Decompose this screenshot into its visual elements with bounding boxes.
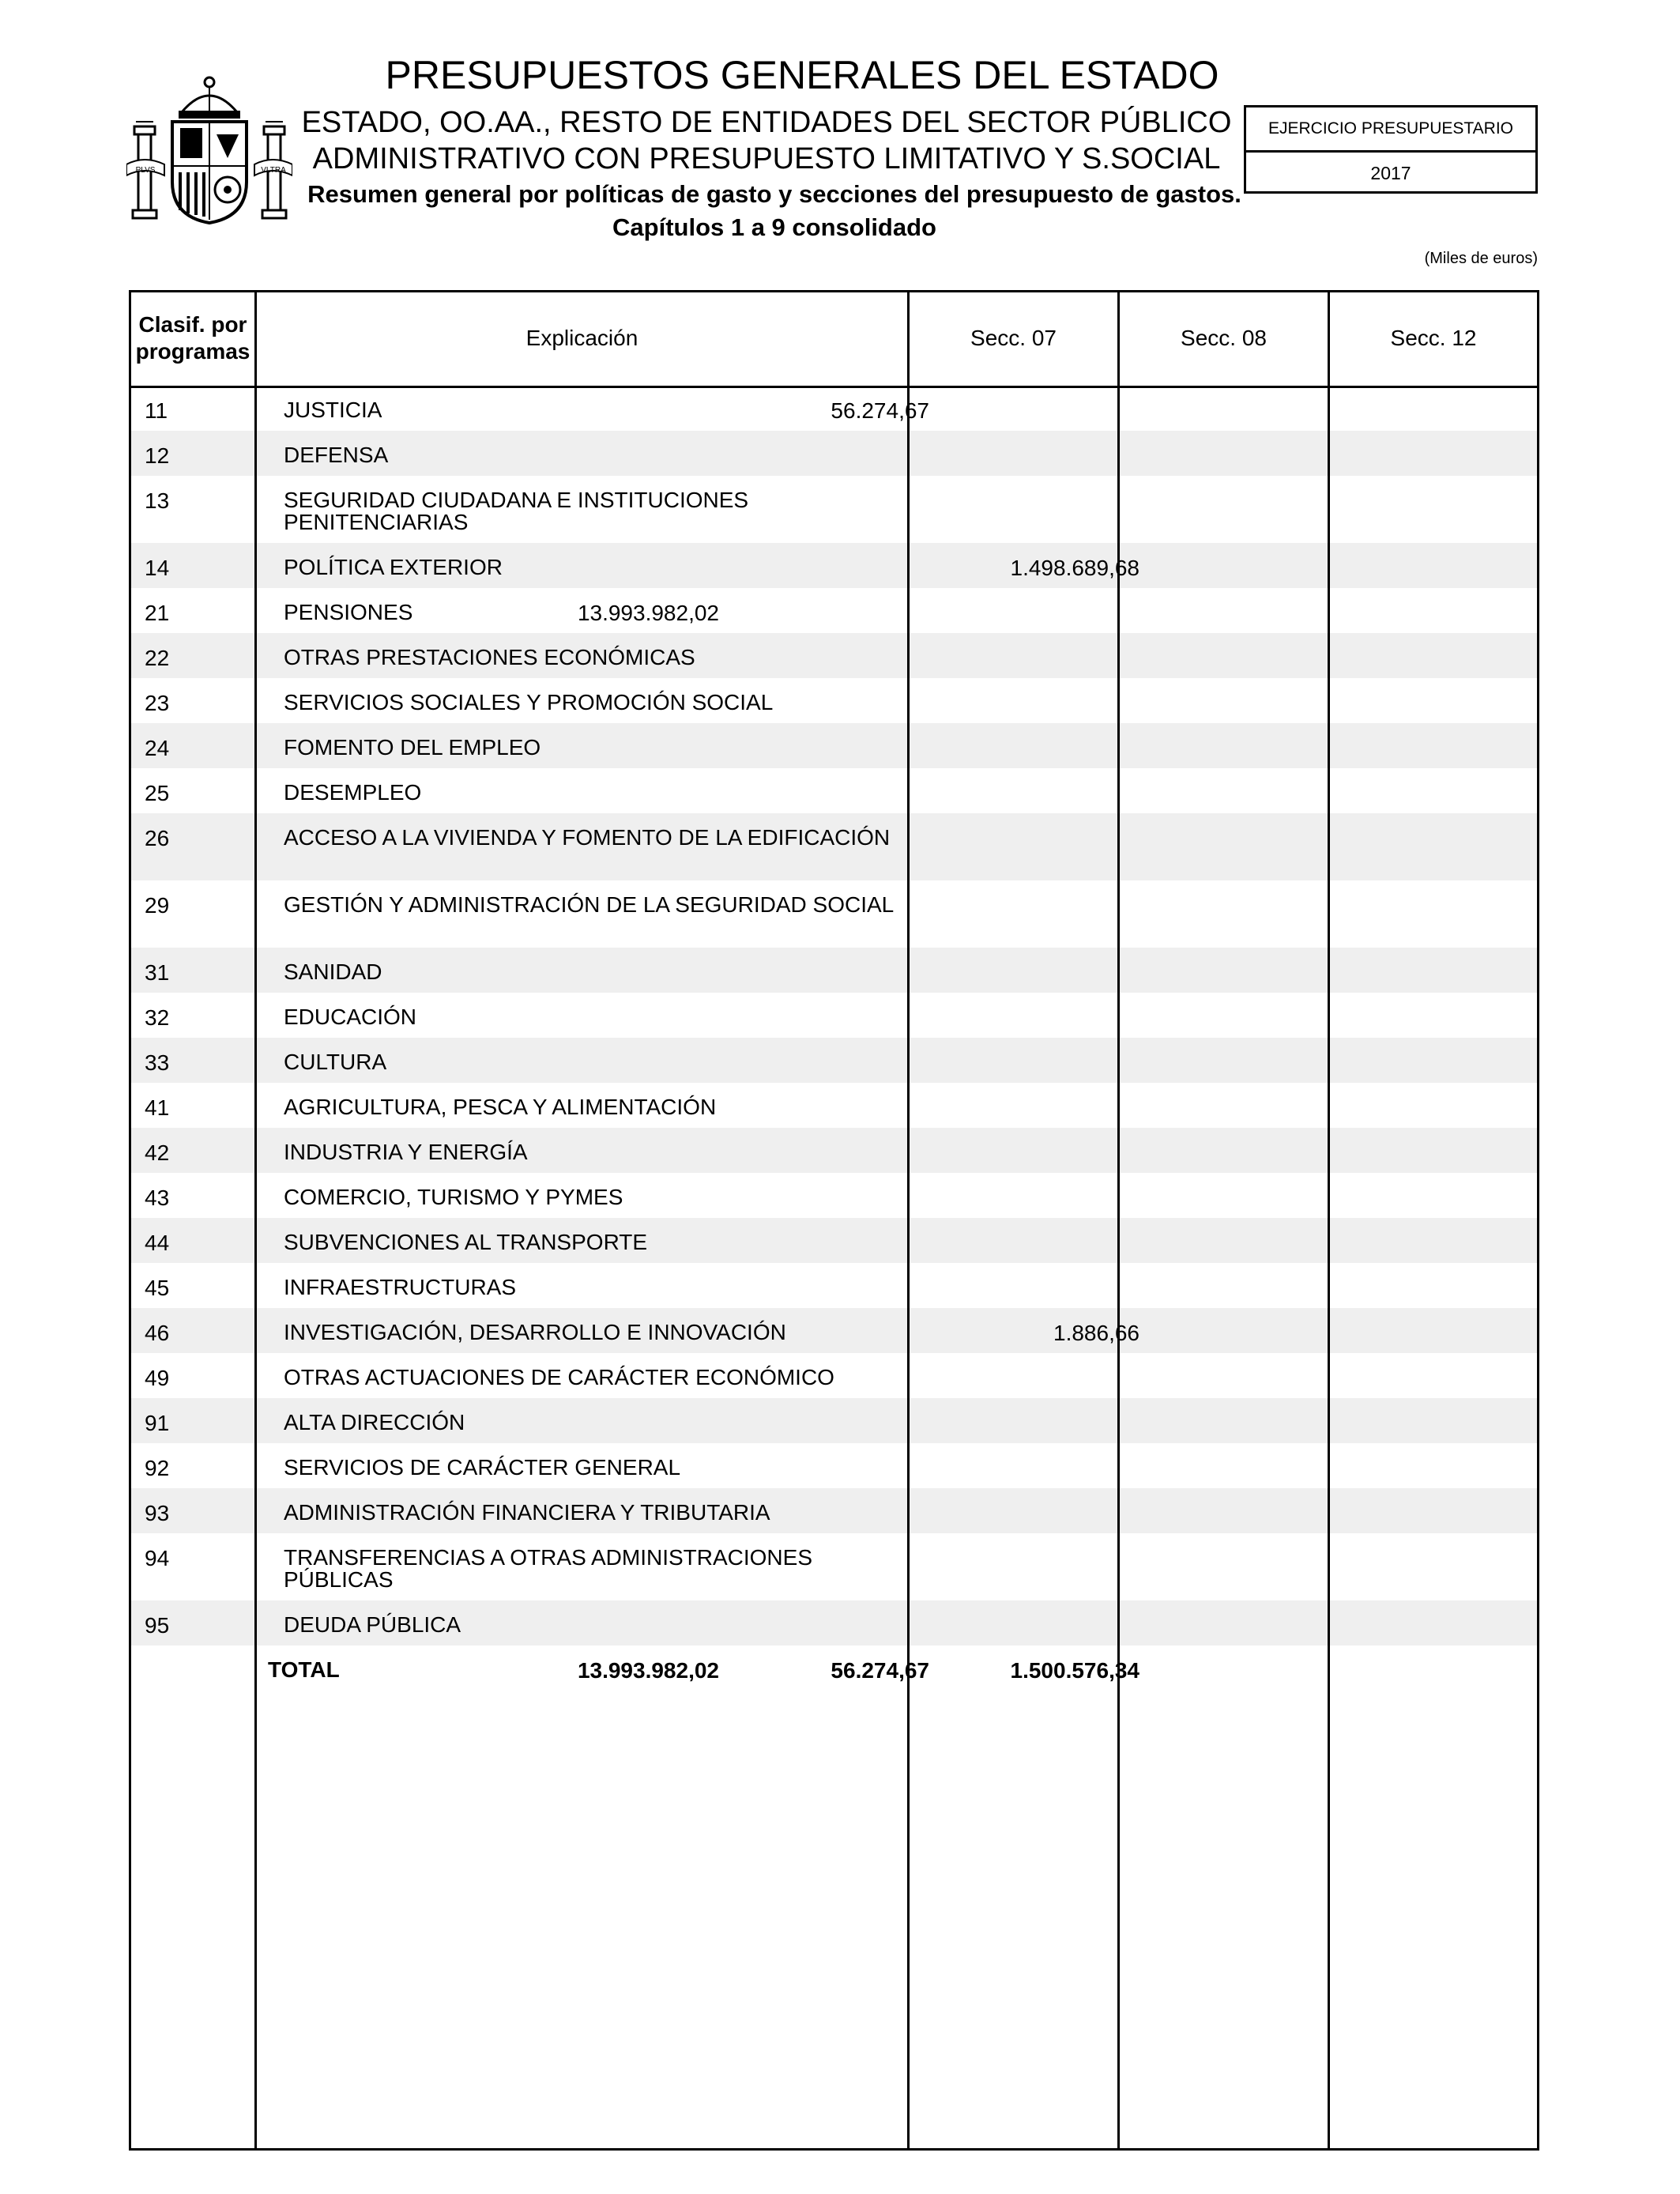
table-row	[131, 1443, 1537, 1488]
row-explanation: CULTURA	[284, 1050, 387, 1074]
column-header-explanation: Explicación	[525, 325, 638, 350]
table-row	[131, 1083, 1537, 1128]
document-description-line2: Capítulos 1 a 9 consolidado	[612, 213, 936, 241]
table-row	[131, 723, 1537, 768]
table-row	[131, 543, 1537, 588]
row-explanation: JUSTICIA	[284, 398, 382, 422]
table-row	[131, 633, 1537, 678]
row-code: 32	[145, 1005, 170, 1030]
row-code: 29	[145, 893, 170, 918]
document-title: PRESUPUESTOS GENERALES DEL ESTADO	[385, 53, 1219, 97]
table-row	[131, 588, 1537, 633]
row-explanation: INVESTIGACIÓN, DESARROLLO E INNOVACIÓN	[284, 1320, 786, 1344]
row-explanation: ALTA DIRECCIÓN	[284, 1410, 465, 1434]
table-row	[131, 993, 1537, 1038]
row-explanation: SANIDAD	[284, 959, 382, 984]
row-explanation: SERVICIOS DE CARÁCTER GENERAL	[284, 1455, 681, 1480]
row-code: 25	[145, 781, 170, 805]
row-code: 31	[145, 960, 170, 985]
total-secc-07: 13.993.982,02	[577, 1658, 719, 1683]
row-code: 42	[145, 1140, 170, 1165]
table-row	[131, 880, 1537, 948]
row-explanation: AGRICULTURA, PESCA Y ALIMENTACIÓN	[284, 1095, 717, 1119]
table-row	[131, 476, 1537, 543]
table-row	[131, 1488, 1537, 1533]
row-code: 26	[145, 826, 170, 850]
motto-left: PLVS	[135, 166, 156, 175]
row-code: 49	[145, 1366, 170, 1390]
row-secc-12-value: 1.886,66	[1053, 1321, 1139, 1345]
row-explanation: TRANSFERENCIAS A OTRAS ADMINISTRACIONES PÚBLICAS	[284, 1545, 813, 1592]
row-code: 11	[145, 398, 168, 423]
coat-of-arms-logo	[126, 71, 292, 229]
table-row	[131, 386, 1537, 431]
row-explanation: SUBVENCIONES AL TRANSPORTE	[284, 1230, 648, 1254]
row-code: 21	[145, 601, 170, 625]
row-code: 12	[145, 443, 170, 468]
row-code: 13	[145, 488, 170, 513]
table-row	[131, 813, 1537, 880]
row-explanation: INDUSTRIA Y ENERGÍA	[284, 1140, 528, 1164]
row-code: 33	[145, 1050, 170, 1075]
row-code: 45	[145, 1276, 170, 1300]
row-explanation: DEUDA PÚBLICA	[284, 1612, 461, 1637]
table-row	[131, 1038, 1537, 1083]
table-row	[131, 1128, 1537, 1173]
total-secc-12: 1.500.576,34	[1010, 1658, 1139, 1683]
total-secc-08: 56.274,67	[831, 1658, 929, 1683]
row-secc-08-value: 56.274,67	[831, 398, 929, 423]
document-subtitle-line1: ESTADO, OO.AA., RESTO DE ENTIDADES DEL SECTOR PÚBLICO	[301, 106, 1232, 139]
total-row	[131, 1646, 1537, 1691]
row-explanation: INFRAESTRUCTURAS	[284, 1275, 517, 1299]
row-explanation: COMERCIO, TURISMO Y PYMES	[284, 1185, 623, 1209]
row-code: 44	[145, 1231, 170, 1255]
row-explanation: EDUCACIÓN	[284, 1005, 417, 1029]
row-code: 41	[145, 1095, 170, 1120]
table-row	[131, 1173, 1537, 1218]
row-explanation: ADMINISTRACIÓN FINANCIERA Y TRIBUTARIA	[284, 1500, 770, 1525]
table-row	[131, 1398, 1537, 1443]
row-secc-07-value: 13.993.982,02	[577, 601, 719, 625]
table-row	[131, 1533, 1537, 1600]
column-header-secc-07: Secc. 07	[970, 325, 1057, 350]
table-row	[131, 1308, 1537, 1353]
row-code: 22	[145, 646, 170, 670]
row-explanation: POLÍTICA EXTERIOR	[284, 555, 503, 579]
row-code: 23	[145, 691, 170, 715]
table-row	[131, 1218, 1537, 1263]
column-divider	[1117, 292, 1120, 2148]
column-header-secc-08: Secc. 08	[1181, 325, 1267, 350]
column-divider	[254, 292, 257, 2148]
column-divider	[1328, 292, 1330, 2148]
row-explanation: GESTIÓN Y ADMINISTRACIÓN DE LA SEGURIDAD SOCIAL	[284, 892, 895, 917]
row-code: 92	[145, 1456, 170, 1480]
row-explanation: DEFENSA	[284, 443, 389, 467]
column-header-classification: Clasif. por programas	[135, 311, 250, 364]
exercise-label: EJERCICIO PRESUPUESTARIO	[1246, 107, 1535, 153]
table-row	[131, 1600, 1537, 1646]
row-explanation: DESEMPLEO	[284, 780, 422, 805]
table-row	[131, 768, 1537, 813]
table-row	[131, 678, 1537, 723]
row-code: 43	[145, 1186, 170, 1210]
row-code: 46	[145, 1321, 170, 1345]
row-explanation: PENSIONES	[284, 600, 413, 624]
row-code: 24	[145, 736, 170, 760]
row-explanation: FOMENTO DEL EMPLEO	[284, 735, 541, 760]
row-explanation: SERVICIOS SOCIALES Y PROMOCIÓN SOCIAL	[284, 690, 774, 714]
row-explanation: SEGURIDAD CIUDADANA E INSTITUCIONES PENITENCIARIAS	[284, 488, 749, 534]
document-subtitle-line2: ADMINISTRATIVO CON PRESUPUESTO LIMITATIVO Y S.SOCIAL	[312, 142, 1221, 175]
units-note: (Miles de euros)	[1424, 250, 1538, 267]
exercise-box	[1244, 105, 1538, 194]
motto-right: VLTRA	[261, 166, 286, 175]
table-header	[131, 292, 1537, 388]
column-divider	[907, 292, 910, 2148]
column-header-secc-12: Secc. 12	[1390, 325, 1477, 350]
budget-table	[129, 290, 1539, 2151]
table-row	[131, 431, 1537, 476]
row-explanation: ACCESO A LA VIVIENDA Y FOMENTO DE LA EDIFICACIÓN	[284, 825, 891, 850]
row-code: 94	[145, 1546, 170, 1570]
row-explanation: OTRAS PRESTACIONES ECONÓMICAS	[284, 645, 695, 669]
table-row	[131, 1263, 1537, 1308]
exercise-year: 2017	[1370, 163, 1411, 183]
row-code: 14	[145, 556, 170, 580]
total-label: TOTAL	[268, 1657, 340, 1682]
row-code: 91	[145, 1411, 170, 1435]
row-explanation: OTRAS ACTUACIONES DE CARÁCTER ECONÓMICO	[284, 1365, 834, 1389]
table-row	[131, 1353, 1537, 1398]
row-code: 95	[145, 1613, 170, 1638]
row-code: 93	[145, 1501, 170, 1525]
table-row	[131, 948, 1537, 993]
document-description-line1: Resumen general por políticas de gasto y secciones del presupuesto de gastos.	[307, 180, 1241, 208]
row-secc-12-value: 1.498.689,68	[1010, 556, 1139, 580]
